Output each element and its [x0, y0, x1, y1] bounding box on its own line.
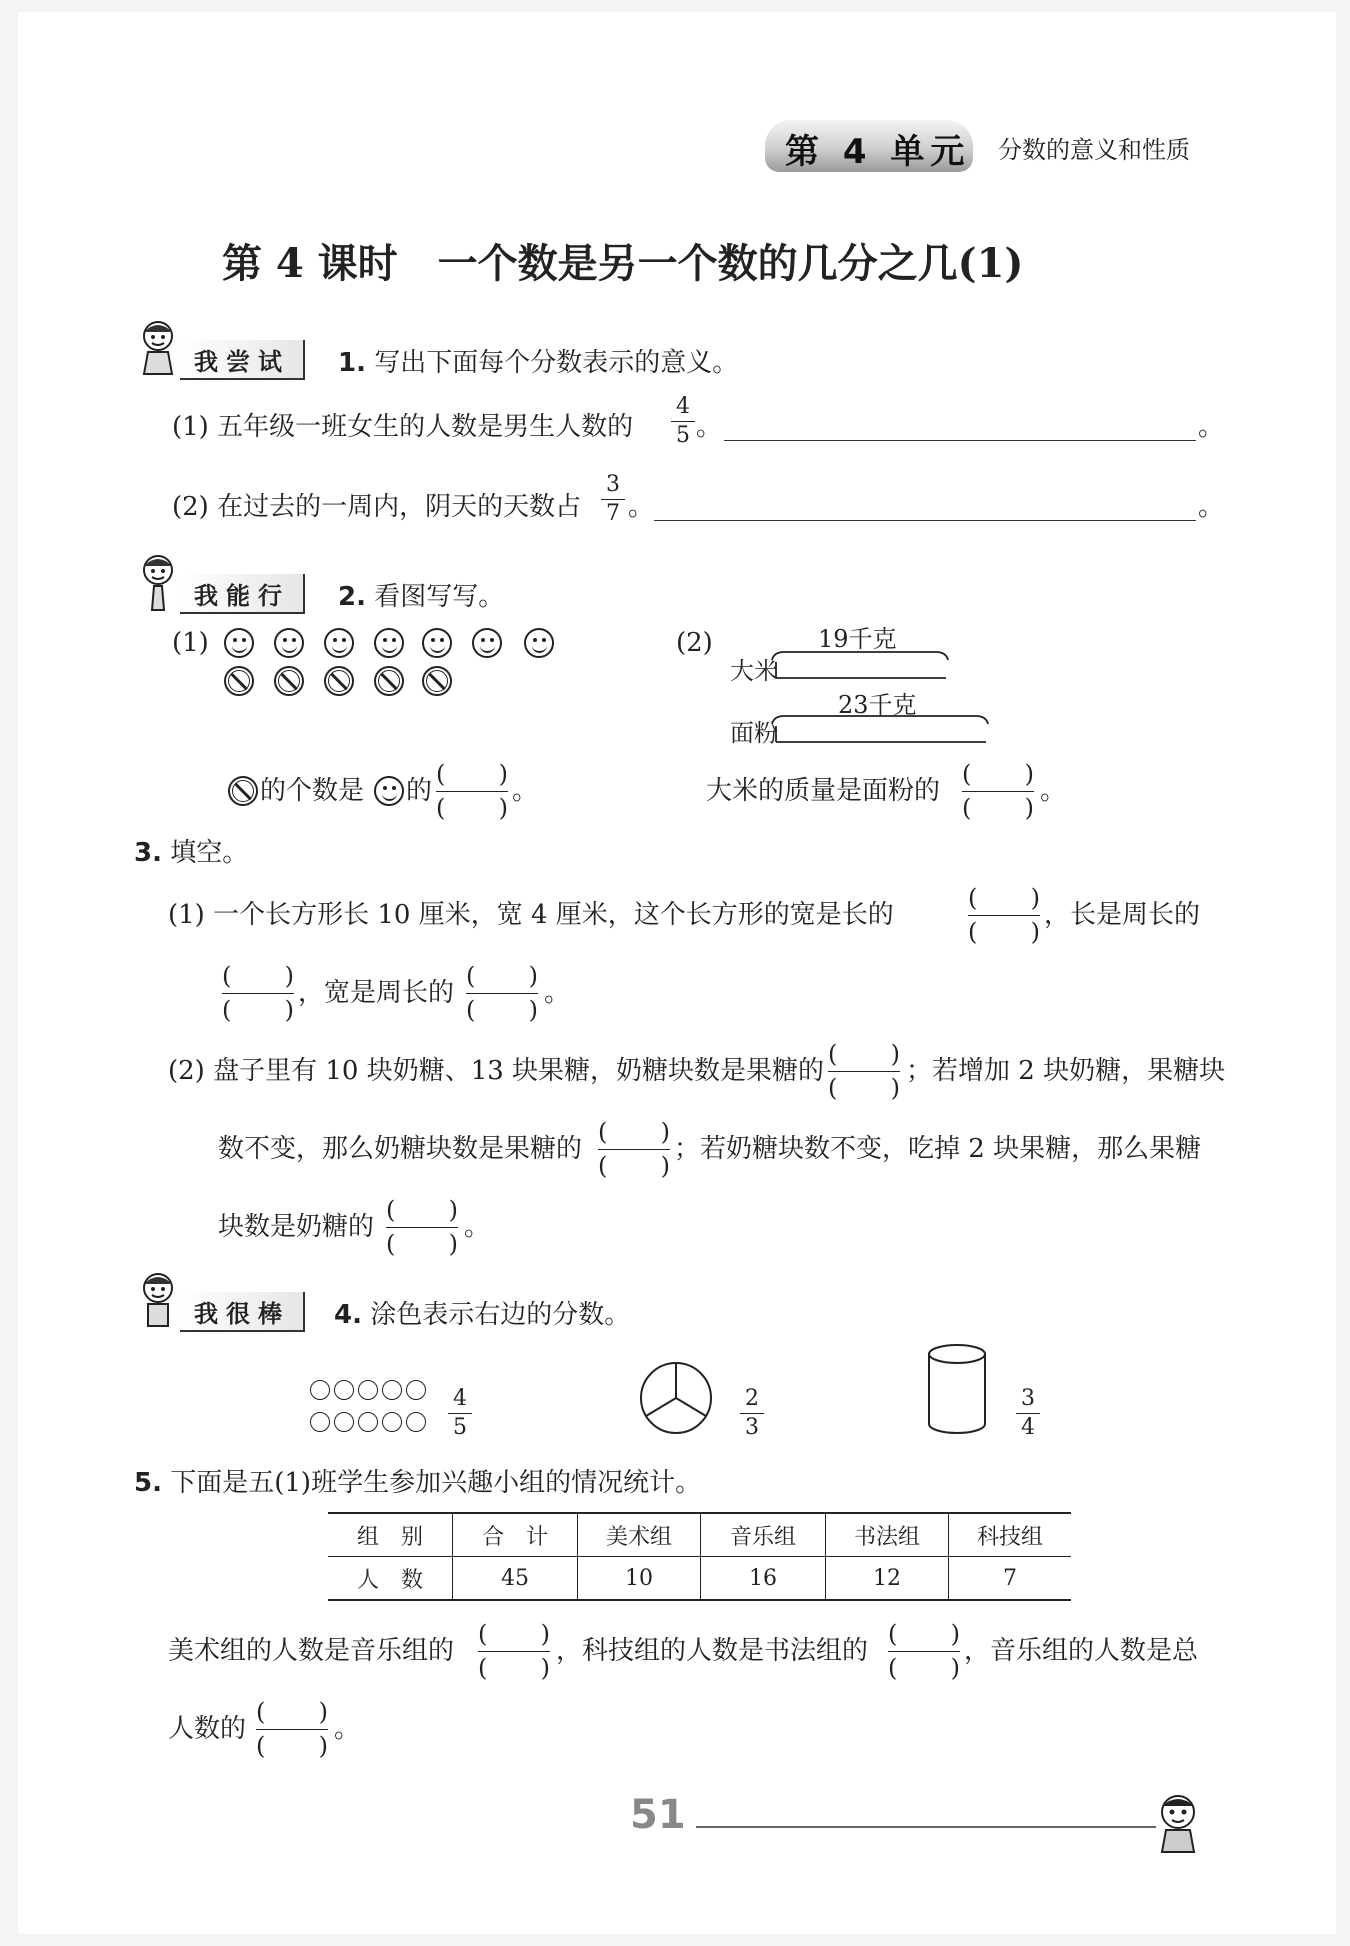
q5-sentence-c: ，音乐组的人数是总: [964, 1636, 1199, 1666]
pie-circle-thirds[interactable]: [638, 1360, 714, 1436]
unit-subtitle: 分数的意义和性质: [998, 136, 1190, 164]
table-cell: 45: [453, 1557, 578, 1601]
q2-part1-sentence-b: 的: [406, 776, 433, 806]
q4-prompt: 4. 涂色表示右边的分数。: [334, 1300, 631, 1330]
rice-weight-label: 19千克: [818, 625, 897, 653]
unit-label: 第 4 单元: [785, 132, 971, 172]
circle-shape[interactable]: [310, 1412, 330, 1432]
no-sign-icon: [274, 666, 304, 696]
q1-item1-tail: 。: [696, 412, 723, 442]
rice-label: 大米: [730, 657, 778, 685]
q3-p2-text-c: 数不变，那么奶糖块数是果糖的: [218, 1134, 583, 1164]
q3-prompt: 3. 填空。: [134, 838, 249, 868]
flour-weight-label: 23千克: [838, 691, 917, 719]
answer-fraction-blank[interactable]: ( ) ( ): [466, 962, 538, 1024]
circle-shape[interactable]: [406, 1412, 426, 1432]
smiley-face-icon: [472, 628, 502, 658]
no-sign-icon: [374, 666, 404, 696]
table-header-cell: 书法组: [826, 1513, 949, 1557]
flour-label: 面粉: [730, 719, 778, 747]
q3-p2-text-d: ；若奶糖块数不变，吃掉 2 块果糖，那么果糖: [674, 1134, 1202, 1164]
circle-shape[interactable]: [358, 1380, 378, 1400]
flour-bracket-bar: [770, 712, 990, 746]
q3-p1-end: 。: [544, 978, 571, 1008]
q1-item1-text: (1) 五年级一班女生的人数是男生人数的: [172, 412, 634, 442]
table-cell: 人 数: [328, 1557, 453, 1601]
q1-prompt: 1. 写出下面每个分数表示的意义。: [338, 348, 739, 378]
answer-fraction-blank[interactable]: ( ) ( ): [478, 1620, 550, 1682]
answer-fraction-blank[interactable]: ( ) ( ): [436, 760, 508, 822]
cylinder-shape[interactable]: [926, 1342, 988, 1436]
answer-fraction-blank[interactable]: ( ) ( ): [962, 760, 1034, 822]
girl-mascot-icon: [132, 1270, 184, 1334]
table-cell: 7: [949, 1557, 1072, 1601]
no-sign-icon: [422, 666, 452, 696]
badge-great: 我很棒: [180, 1292, 305, 1332]
q2-part2-sentence: 大米的质量是面粉的: [706, 776, 941, 806]
q5-end: 。: [334, 1714, 361, 1744]
circle-shape[interactable]: [406, 1380, 426, 1400]
q1-item1-fraction: 4 5: [671, 396, 695, 447]
answer-fraction-blank[interactable]: ( ) ( ): [828, 1040, 900, 1102]
q5-sentence-b: ，科技组的人数是书法组的: [556, 1636, 869, 1666]
q4-fraction-3: 3 4: [1016, 1388, 1040, 1439]
q1-item2-end: 。: [1198, 492, 1225, 522]
table-header-cell: 美术组: [578, 1513, 701, 1557]
q3-p2-text-e: 块数是奶糖的: [218, 1212, 375, 1242]
no-sign-icon: [324, 666, 354, 696]
q1-item2-tail: 。: [628, 492, 655, 522]
circle-shape[interactable]: [310, 1380, 330, 1400]
smiley-face-icon: [422, 628, 452, 658]
badge-can: 我能行: [180, 574, 305, 614]
q2-part1-end: 。: [512, 776, 539, 806]
q1-item2-answer-line[interactable]: [654, 520, 1196, 521]
table-header-cell: 合 计: [453, 1513, 578, 1557]
table-cell: 12: [826, 1557, 949, 1601]
q3-p1-text-a: (1) 一个长方形长 10 厘米，宽 4 厘米，这个长方形的宽是长的: [168, 900, 894, 930]
q3-p1-text-b: ，长是周长的: [1044, 900, 1201, 930]
footer-rule: [696, 1826, 1156, 1828]
q4-fraction-1: 4 5: [448, 1388, 472, 1439]
q5-prompt: 5. 下面是五(1)班学生参加兴趣小组的情况统计。: [134, 1468, 702, 1498]
answer-fraction-blank[interactable]: ( ) ( ): [598, 1118, 670, 1180]
answer-fraction-blank[interactable]: ( ) ( ): [222, 962, 294, 1024]
smiley-face-icon: [224, 628, 254, 658]
no-sign-icon: [224, 666, 254, 696]
q1-item2-text: (2) 在过去的一周内，阴天的天数占: [172, 492, 582, 522]
circle-shape[interactable]: [382, 1380, 402, 1400]
rice-bracket-bar: [770, 648, 950, 682]
table-cell: 10: [578, 1557, 701, 1601]
q1-item1-answer-line[interactable]: [724, 440, 1196, 441]
answer-fraction-blank[interactable]: ( ) ( ): [888, 1620, 960, 1682]
circle-shape[interactable]: [358, 1412, 378, 1432]
q2-part2-label: (2): [676, 628, 713, 658]
no-sign-icon: [228, 776, 258, 806]
q2-part1-sentence-a: 的个数是: [260, 776, 365, 806]
q2-prompt: 2. 看图写写。: [338, 582, 505, 612]
table-header-cell: 科技组: [949, 1513, 1072, 1557]
interest-group-table: [328, 1512, 1071, 1601]
table-header-cell: 音乐组: [701, 1513, 826, 1557]
boy-mascot-icon: [1148, 1790, 1218, 1860]
q3-p2-text-b: ；若增加 2 块奶糖，果糖块: [906, 1056, 1226, 1086]
page-number: 51: [630, 1792, 686, 1838]
q5-sentence-a: 美术组的人数是音乐组的: [168, 1636, 455, 1666]
girl-mascot-icon: [132, 552, 184, 616]
q2-part1-label: (1): [172, 628, 209, 658]
circle-shape[interactable]: [382, 1412, 402, 1432]
q3-p2-text-a: (2) 盘子里有 10 块奶糖、13 块果糖，奶糖块数是果糖的: [168, 1056, 825, 1086]
answer-fraction-blank[interactable]: ( ) ( ): [968, 884, 1040, 946]
circle-shape[interactable]: [334, 1380, 354, 1400]
table-header-cell: 组 别: [328, 1513, 453, 1557]
q1-item1-end: 。: [1198, 412, 1225, 442]
smiley-face-icon: [374, 628, 404, 658]
q2-part2-end: 。: [1040, 776, 1067, 806]
smiley-face-icon: [324, 628, 354, 658]
girl-mascot-icon: [132, 318, 184, 382]
circle-shape[interactable]: [334, 1412, 354, 1432]
q3-p2-end: 。: [464, 1212, 491, 1242]
answer-fraction-blank[interactable]: ( ) ( ): [256, 1698, 328, 1760]
smiley-face-icon: [374, 776, 404, 806]
q5-sentence-d: 人数的: [168, 1714, 247, 1744]
badge-try: 我尝试: [180, 340, 305, 380]
q4-fraction-2: 2 3: [740, 1388, 764, 1439]
q3-p1-text-c: ，宽是周长的: [298, 978, 455, 1008]
smiley-face-icon: [274, 628, 304, 658]
smiley-face-icon: [524, 628, 554, 658]
table-cell: 16: [701, 1557, 826, 1601]
answer-fraction-blank[interactable]: ( ) ( ): [386, 1196, 458, 1258]
q1-item2-fraction: 3 7: [601, 474, 625, 525]
lesson-title: 第 4 课时 一个数是另一个数的几分之几(1): [222, 240, 1024, 287]
